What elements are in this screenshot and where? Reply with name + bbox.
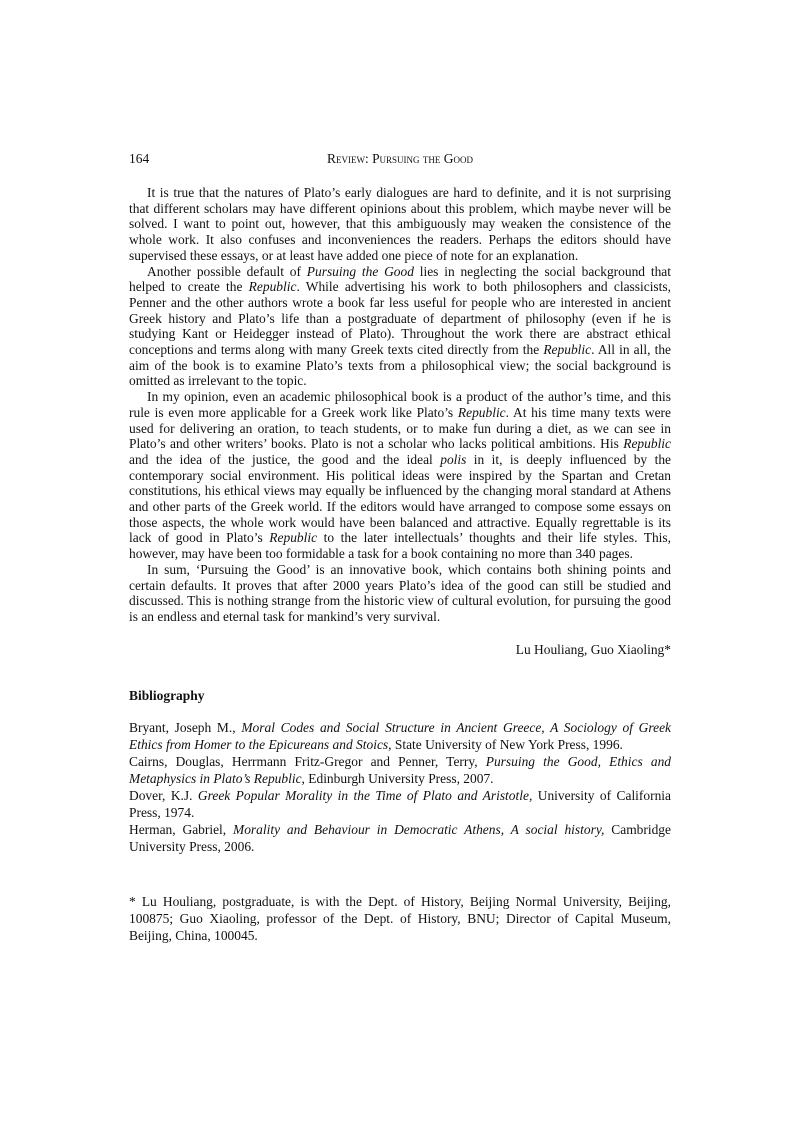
italic-text: Pursuing the Good: [306, 263, 414, 279]
bibliography-heading: Bibliography: [129, 687, 205, 703]
paragraph: [129, 389, 671, 562]
text-run: Cairns, Douglas, Herrmann Fritz-Gregor and Penner, Terry,: [129, 753, 486, 769]
bibliography-entry: [129, 753, 671, 787]
text-run: Edinburgh University Press, 2007.: [304, 770, 494, 786]
article-body: [129, 185, 671, 625]
italic-text: Moral Codes and Social Structure in Ancient Greece, A Sociology of Greek Ethics from Homer to the Epicureans and Stoics,: [129, 719, 671, 752]
italic-text: Morality and Behaviour in Democratic Athens, A social history,: [233, 821, 605, 837]
text-run: Dover, K.J.: [129, 787, 198, 803]
italic-text: Republic: [623, 436, 671, 452]
italic-text: Republic: [248, 279, 297, 295]
text-run: . All in all, the aim of the book is to examine Plato’s texts from a philosophical view; the social background is omitted as irrelevant to the topic.: [129, 342, 672, 389]
text-run: State University of New York Press, 1996.: [391, 736, 623, 752]
bibliography-list: [129, 719, 671, 855]
italic-text: Republic: [543, 342, 592, 358]
text-run: lies in neglecting the social background that helped to create the: [129, 263, 671, 295]
text-run: In my opinion, even an academic philosophical book is a product of the author’s time, and this rule is even more applicable for a Greek work like Plato’s: [129, 389, 671, 420]
bibliography-entry: [129, 719, 671, 753]
text-run: In sum, ‘Pursuing the Good’ is an innovative book, which contains both shining points and certain defaults. It proves that after 2000 years Plato’s idea of the good can still be studied and discussed. This is nothing strange from the historic view of cultural evolution, for pursuing the good is an endless and eternal task for mankind’s very survival.: [129, 561, 671, 624]
text-run: Another possible default of: [147, 263, 307, 279]
text-run: It is true that the natures of Plato’s early dialogues are hard to definite, and it is not surprising that different scholars may have different opinions about this problem, which maybe never will be solved. I want to point out, however, that this ambiguously may weaken the consistence of the whole work. It also confuses and inconveniences the readers. Perhaps the editors should have supervised these essays, or at least have added one piece of note for an explanation.: [129, 185, 671, 263]
text-run: Cambridge University Press, 2006.: [129, 821, 671, 854]
italic-text: polis: [440, 451, 467, 467]
text-run: to the later intellectuals’ thoughts and their life styles. This, however, may have been too formidable a task for a book containing no more than 340 pages.: [129, 530, 671, 562]
running-title: Review: Pursuing the Good: [327, 151, 473, 166]
paragraph: [129, 562, 671, 625]
text-run: Herman, Gabriel,: [129, 821, 234, 837]
page-header: [129, 150, 671, 168]
page-number: 164: [129, 151, 150, 166]
author-signature: Lu Houliang, Guo Xiaoling*: [515, 641, 671, 657]
italic-text: Republic: [457, 404, 506, 420]
italic-text: Republic: [269, 530, 318, 546]
bibliography-entry: [129, 787, 671, 821]
paragraph: [129, 264, 671, 390]
text-run: and the idea of the justice, the good and the ideal: [129, 451, 441, 467]
bibliography-entry: [129, 821, 671, 855]
author-footnote: * Lu Houliang, postgraduate, is with the Dept. of History, Beijing Normal University, Beijing, 100875; Guo Xiaoling, professor of the Dept. of History, BNU; Director of Capital Museum, Beijing, China, 100045.: [129, 893, 671, 943]
text-run: in it, is deeply influenced by the contemporary social environment. His political ideas were inspired by the Spartan and Cretan constitutions, his ethical views may equally be influenced by the changing moral standard at Athens and other parts of the Greek world. If the editors would have arranged to compose some essays on those aspects, the whole work would have been balanced and attractive. Equally regrettable is its lack of good in Plato’s: [129, 451, 672, 546]
text-run: . While advertising his work to both philosophers and classicists, Penner and the other authors wrote a book far less useful for people who are interested in ancient Greek history and Plato’s life than a postgraduate of department of philosophy (even if he is studying Kant or Heidegger instead of Plato). Throughout the work there are abstract ethical conceptions and terms along with many Greek texts cited directly from the: [129, 279, 671, 358]
document-page: [129, 150, 671, 944]
paragraph: [129, 185, 671, 264]
text-run: Bryant, Joseph M.,: [129, 719, 242, 735]
italic-text: Pursuing the Good, Ethics and Metaphysics in Plato’s Republic,: [129, 753, 672, 786]
text-run: . At his time many texts were used for delivering an oration, to teach students, or to make fun during a diet, as we can see in Plato’s and other writers’ books. Plato is not a scholar who lacks political ambitions. His: [129, 404, 671, 452]
italic-text: Greek Popular Morality in the Time of Plato and Aristotle,: [197, 787, 533, 803]
text-run: University of California Press, 1974.: [129, 787, 671, 820]
